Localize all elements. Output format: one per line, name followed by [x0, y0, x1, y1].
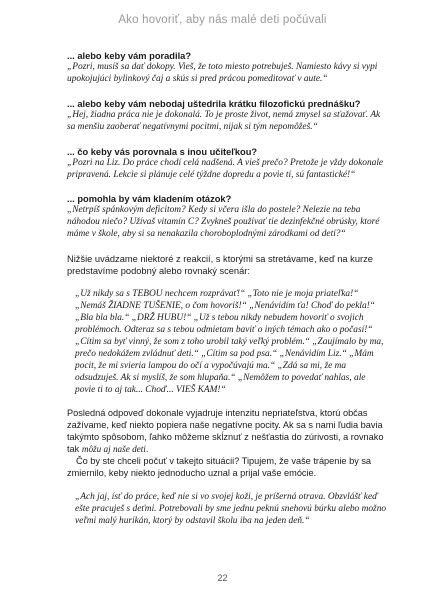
question-heading: ... pomohla by vám kladením otázok? — [67, 194, 232, 205]
question-block — [67, 50, 385, 86]
page-number: 22 — [217, 573, 228, 583]
question-block — [67, 146, 385, 182]
paragraph-emphasis: môžu aj naše deti — [81, 443, 146, 454]
question-block — [67, 193, 385, 241]
block-quote: „Už nikdy sa s TEBOU nechcem rozprávať!“ „Toto nie je moja priateľka!“ „Nemáš ŽIADNE TUŠENIE, o čom hovoríš!“ „Nenávidím ťa! Choď do pekla!“ „Bla bla bla.“ „DRŽ HUBU!“ „Už s tebou nikdy nebudem hovoriť o svojich problémoch. Odteraz sa s tebou odmietam baviť o iných témach ako o počasí!“ „Cítim sa byť vinný, že som z toho urobil taký veľký problém.“ „Zaujímalo by ma, prečo nedokážem zvládnuť deti.“ „Cítim sa pod psa.“ „Nenávidím Liz.“ „Mám pocit, že mi svieria lampou do očí a vypočúvajú ma.“ „Zdá sa mi, že ma odsudzuješ. Ak si myslíš, že som hlupaňa.“ „Nemôžem to povedať nahlas, ale povie ti to aj tak... Choď... VIEŠ KAM!“ — [75, 288, 384, 395]
page-body — [67, 50, 385, 538]
paragraph-text: . — [145, 443, 149, 454]
final-quote: „Ach jaj, ísť do práce, keď nie si vo svojej koži, je príšerná otrava. Obzvlášť keď ešte pracuješ s deťmi. Potrebovali by sme jednu peknú snehovú búrku alebo možno veľmi malý hurikán, ktorý by odstavil školu iba na jeden deň.“ — [75, 491, 387, 526]
intro-paragraph: Nižšie uvádzame niektoré z reakcií, s ktorými sa stretávame, keď na kurze predstavíme podobný alebo rovnaký scenár: — [67, 254, 373, 277]
paragraph-text: Posledná odpoveď dokonale vyjadruje intenzitu nepriateľstva, ktorú občas zažívame, keď niekto popiera naše negatívne pocity. Ak sa s nami ľudia bavia takýmto spôsobom, ľahko môžeme skĺznuť z nešťastia do zúrivosti, a rovnako tak — [67, 407, 384, 454]
question-heading: ... čo keby vás porovnala s inou učiteľkou? — [67, 146, 258, 157]
question-heading: ... alebo keby vám nebodaj uštedrila krátku filozofickú prednášku? — [67, 98, 361, 109]
question-answer: „Hej, žiadna práca nie je dokonalá. To je proste život, nemá zmysel sa sťažovať. Ak sa menšiu zaoberať negatívnymi pocitmi, nijak si tým nepomôžeš.“ — [67, 109, 381, 132]
question-answer: „Pozri, musíš sa dať dokopy. Vieš, že toto miesto potrebuješ. Namiesto kávy si vypi upokojujúci bylinkový čaj a skús si pred prácou pomeditovať v aute.“ — [67, 62, 378, 84]
question-block — [67, 98, 385, 134]
running-head: Ako hovoriť, aby nás malé deti počúvali — [118, 14, 327, 26]
paragraph: Čo by ste chceli počuť v takejto situácii? Tipujem, že vaše trápenie by sa zmiernilo, keby niekto jednoducho uznal a prijal vaše emócie. — [67, 455, 372, 478]
paragraph — [67, 407, 385, 455]
question-answer: „Netrpíš spánkovým deficitom? Kedy si včera išla do postele? Nelezie na teba náhodou niečo? Užívaš vitamín C? Zvykneš používať tie dezinfekčné obrúsky, ktoré máme v škole, aby si sa nenakazila choroboplodnými zárodkami od detí?“ — [67, 205, 380, 240]
question-heading: ... alebo keby vám poradila? — [67, 51, 192, 61]
question-answer: „Pozri na Liz. Do práce chodí celá nadšená. A vieš prečo? Pretože je vždy dokonale pripravená. Lekcie si plánuje celé týždne dopredu a povie ti, sú fantastické!“ — [67, 157, 384, 180]
